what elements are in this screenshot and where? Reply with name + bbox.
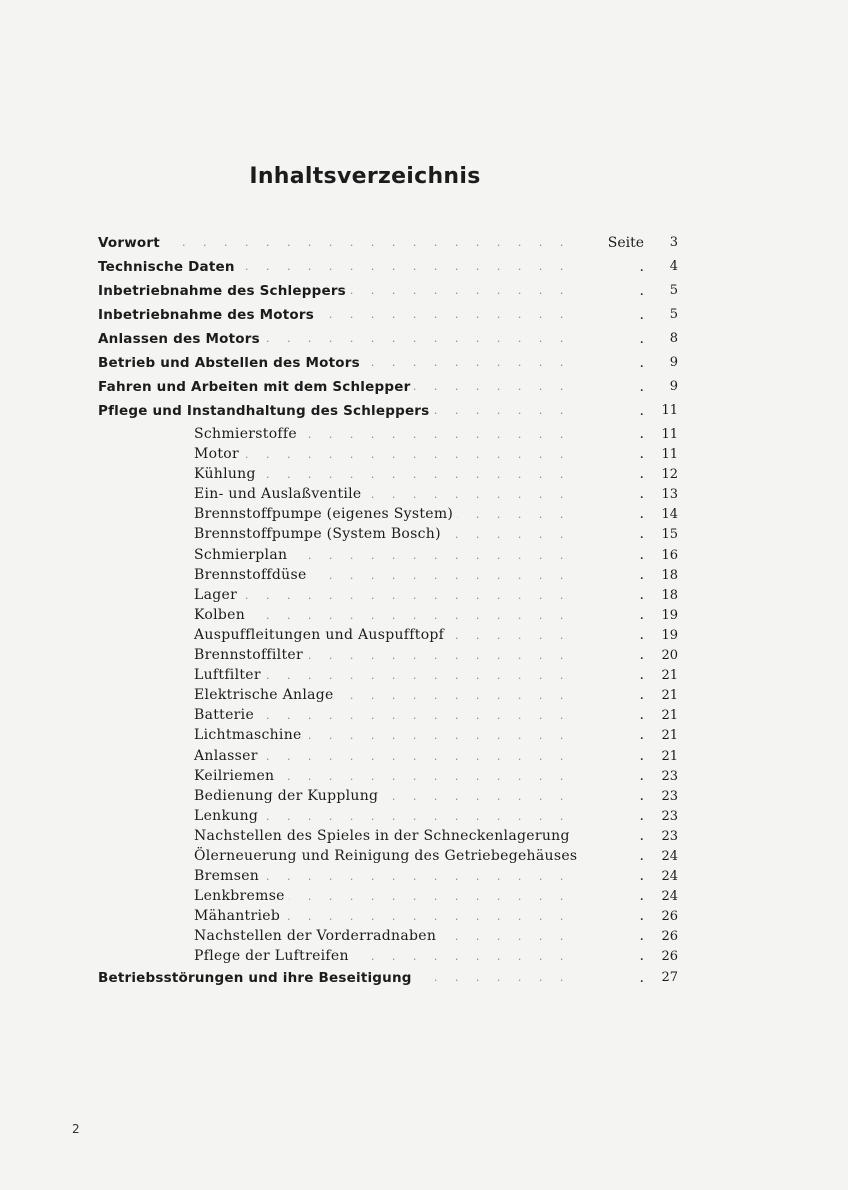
toc-entry-marker: .	[639, 807, 644, 824]
toc-entry-page: 23	[661, 828, 678, 844]
toc-entry	[98, 425, 680, 445]
toc-entry-page: 15	[661, 527, 678, 543]
toc-entry-marker: .	[639, 566, 644, 583]
toc-entry-marker: .	[639, 687, 644, 704]
toc-entry-label: Mähantrieb	[98, 907, 284, 926]
toc-entry-marker: .	[639, 283, 644, 299]
toc-entry	[98, 767, 680, 787]
toc-entry-marker: .	[639, 727, 644, 744]
toc-entry-label: Nachstellen der Vorderradnaben	[98, 927, 440, 946]
toc-entry-marker: .	[639, 379, 644, 395]
toc-entry-label: Batterie	[98, 706, 258, 725]
toc-entry-marker: .	[639, 787, 644, 804]
toc-entry	[98, 847, 680, 867]
toc-entry-marker: .	[639, 446, 644, 463]
toc-entry	[98, 927, 680, 947]
toc-entry	[98, 329, 680, 353]
toc-entry	[98, 257, 680, 281]
toc-entry-marker: .	[639, 847, 644, 864]
toc-entry-page: 21	[661, 748, 678, 764]
toc-entry	[98, 606, 680, 626]
toc-entry	[98, 807, 680, 827]
toc-entry-marker: .	[639, 259, 644, 275]
toc-entry-page: 20	[661, 648, 678, 664]
toc-entry-label: Elektrische Anlage	[98, 686, 338, 705]
toc-entry-label: Anlassen des Motors	[98, 329, 264, 349]
toc-entry-page: 23	[661, 788, 678, 804]
toc-entry-label: Brennstoffpumpe (System Bosch)	[98, 525, 445, 544]
toc-entry-label: Betrieb und Abstellen des Motors	[98, 353, 364, 373]
toc-entry-marker: .	[639, 307, 644, 323]
toc-entry-marker: .	[639, 767, 644, 784]
toc-entry	[98, 281, 680, 305]
toc-entry-page: 23	[661, 808, 678, 824]
toc-entry-marker: .	[639, 888, 644, 905]
toc-entry-page: 9	[669, 379, 678, 394]
toc-entry	[98, 445, 680, 465]
toc-entry-marker: .	[639, 426, 644, 442]
toc-entry	[98, 626, 680, 646]
toc-entry-label: Lenkbremse	[98, 887, 289, 906]
toc-entry-label: Inbetriebnahme des Schleppers	[98, 281, 350, 301]
toc-entry-marker: .	[639, 355, 644, 371]
toc-entry	[98, 666, 680, 686]
toc-entry-page: 24	[661, 889, 678, 905]
toc-entry-page: 21	[661, 688, 678, 704]
toc-entry-page: 11	[661, 427, 678, 442]
toc-entry-label: Ölerneuerung und Reinigung des Getriebegehäuses	[98, 847, 581, 866]
toc-entry-marker: .	[639, 506, 644, 523]
toc-entry-label: Brennstoffilter	[98, 646, 307, 665]
toc-entry	[98, 353, 680, 377]
toc-entry-page: 14	[661, 507, 678, 523]
toc-entry-label: Brennstoffpumpe (eigenes System)	[98, 505, 457, 524]
toc-entry-page: 24	[661, 869, 678, 885]
toc-entry	[98, 827, 680, 847]
toc-entry-label: Bedienung der Kupplung	[98, 787, 382, 806]
toc-entry-marker: .	[639, 827, 644, 844]
toc-entry-label: Fahren und Arbeiten mit dem Schlepper	[98, 377, 414, 397]
toc-entry-marker: .	[639, 667, 644, 684]
toc-entry-label: Schmierplan	[98, 546, 291, 565]
toc-entry	[98, 686, 680, 706]
toc-entry-marker: .	[639, 626, 644, 643]
toc-entry	[98, 867, 680, 887]
toc-entry	[98, 907, 680, 927]
toc-entry-marker: .	[639, 948, 644, 965]
toc-entry-label: Pflege der Luftreifen	[98, 947, 353, 966]
toc-entry	[98, 505, 680, 525]
toc-entry-label: Auspuffleitungen und Auspufftopf	[98, 626, 448, 645]
toc-entry-marker: .	[639, 586, 644, 603]
toc-entry-label: Vorwort	[98, 233, 164, 253]
page-number: 2	[72, 1122, 80, 1136]
toc-entry	[98, 586, 680, 606]
toc-entry-marker: .	[639, 908, 644, 925]
page-title: Inhaltsverzeichnis	[249, 164, 481, 189]
toc-entry-page: 24	[661, 848, 678, 864]
toc-entry-marker: .	[639, 486, 644, 503]
toc-entry-page: 26	[661, 949, 678, 965]
toc-entry	[98, 401, 680, 425]
toc-entry-page: 11	[661, 447, 678, 463]
toc-entry	[98, 377, 680, 401]
toc-entry	[98, 566, 680, 586]
toc-entry-page: 3	[669, 235, 678, 250]
toc-entry-marker: .	[639, 546, 644, 563]
toc-entry-page: 21	[661, 668, 678, 684]
toc-entry-page: 4	[669, 259, 678, 274]
toc-entry-marker: .	[639, 526, 644, 543]
toc-entry-marker: .	[639, 969, 644, 986]
toc-entry-label: Inbetriebnahme des Motors	[98, 305, 318, 325]
toc-entry	[98, 233, 680, 257]
toc-entry-marker: .	[639, 466, 644, 483]
toc-entry-marker: .	[639, 868, 644, 885]
toc-entry-page: 9	[669, 355, 678, 370]
toc-entry-label: Lichtmaschine	[98, 726, 306, 745]
toc-entry-page: 18	[661, 567, 678, 583]
toc-entry-label: Keilriemen	[98, 767, 278, 786]
toc-entry-label: Technische Daten	[98, 257, 239, 277]
toc-entry	[98, 968, 680, 992]
toc-entry	[98, 525, 680, 545]
toc-entry-marker: .	[639, 331, 644, 347]
toc-entry-label: Lenkung	[98, 807, 262, 826]
toc-entry	[98, 305, 680, 329]
toc-entry-page: 18	[661, 587, 678, 603]
toc-entry-page: 16	[661, 547, 678, 563]
toc-entry-page: 21	[661, 728, 678, 744]
toc-entry-label: Luftfilter	[98, 666, 265, 685]
toc-entry	[98, 485, 680, 505]
toc-entry-page: 26	[661, 909, 678, 925]
toc-entry-label: Betriebsstörungen und ihre Beseitigung	[98, 968, 416, 988]
toc-entry-page: 8	[669, 331, 678, 346]
toc-entry-marker: .	[639, 707, 644, 724]
toc-entry	[98, 947, 680, 967]
toc-entry-page: 5	[669, 283, 678, 298]
toc-entry-page: 19	[661, 627, 678, 643]
toc-entry-label: Pflege und Instandhaltung des Schleppers	[98, 401, 433, 421]
toc-entry	[98, 887, 680, 907]
toc-entry-page: 26	[661, 929, 678, 945]
toc-entry-page: 5	[669, 307, 678, 322]
dot-leader	[98, 233, 580, 253]
toc-entry-page: 27	[661, 969, 678, 985]
toc-entry-marker: .	[639, 928, 644, 945]
toc-entry-marker: .	[639, 747, 644, 764]
toc-entry-label: Nachstellen des Spieles in der Schneckenlagerung	[98, 827, 574, 846]
toc-entry-label: Bremsen	[98, 867, 263, 886]
toc-entry-label: Brennstoffdüse	[98, 566, 311, 585]
toc-entry-label: Kolben	[98, 606, 249, 625]
toc-entry	[98, 646, 680, 666]
toc-entry-page: 19	[661, 607, 678, 623]
toc-entry	[98, 747, 680, 767]
toc-entry-marker: .	[639, 403, 644, 419]
toc-entry-page: 23	[661, 768, 678, 784]
toc-entry-marker: .	[639, 606, 644, 623]
toc-entry	[98, 706, 680, 726]
toc-entry-label: Kühlung	[98, 465, 260, 484]
toc-entry-label: Ein- und Auslaßventile	[98, 485, 366, 504]
toc-entry-marker: Seite	[607, 235, 644, 251]
toc-entry	[98, 546, 680, 566]
toc-entry	[98, 787, 680, 807]
toc-entry-marker: .	[639, 647, 644, 664]
toc-entry	[98, 465, 680, 485]
toc-entry-page: 11	[661, 403, 678, 418]
toc-entry-page: 13	[661, 487, 678, 503]
toc-entry-page: 12	[661, 467, 678, 483]
toc-entry-page: 21	[661, 708, 678, 724]
toc-entry-label: Motor	[98, 445, 243, 464]
table-of-contents	[98, 233, 680, 992]
toc-entry	[98, 726, 680, 746]
toc-entry-label: Schmierstoffe	[98, 425, 301, 444]
toc-entry-label: Lager	[98, 586, 241, 605]
toc-entry-label: Anlasser	[98, 747, 262, 766]
